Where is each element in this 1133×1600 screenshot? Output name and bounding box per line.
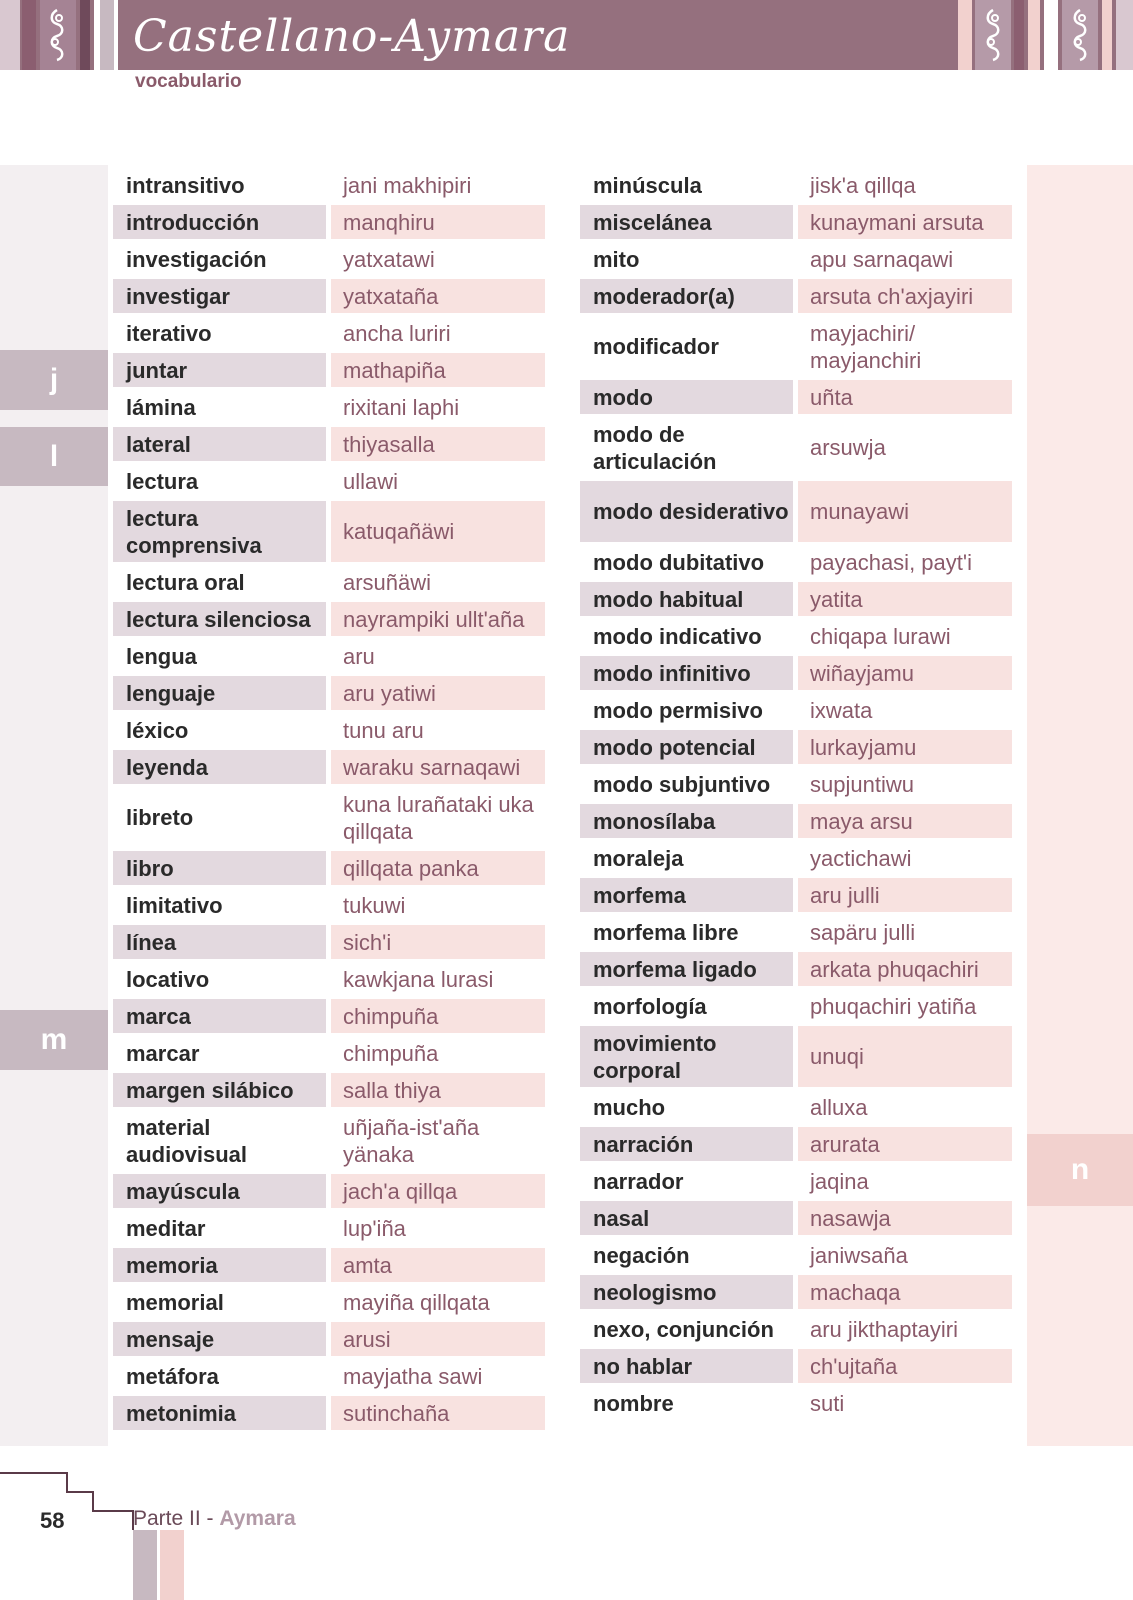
vocab-term: modo desiderativo — [580, 481, 793, 542]
vocab-translation: manqhiru — [331, 205, 545, 239]
decor-stripe — [22, 0, 36, 70]
vocab-translation: lurkayjamu — [798, 730, 1012, 764]
vocab-term: marcar — [126, 1040, 200, 1066]
decor-stripe — [80, 0, 90, 70]
vocabulary-column-right — [580, 168, 1012, 1423]
vocab-term: investigación — [126, 246, 267, 272]
vocab-term: metonimia — [113, 1396, 326, 1430]
vocab-row — [113, 639, 545, 673]
vocab-term: lectura comprensiva — [113, 501, 326, 562]
vocab-row — [580, 952, 1012, 986]
footer-part-label — [133, 1507, 296, 1531]
vocab-term: moderador(a) — [580, 279, 793, 313]
vocab-translation: mayiña qillqata — [343, 1289, 490, 1315]
vocab-row — [113, 925, 545, 959]
vocab-term: modo de articulación — [593, 421, 717, 474]
vocab-row — [580, 1349, 1012, 1383]
vocab-translation: mayjachiri/ mayjanchiri — [810, 320, 922, 373]
vocab-translation: ixwata — [810, 697, 873, 723]
vocab-translation: wiñayjamu — [798, 656, 1012, 690]
decor-stripe — [100, 0, 114, 70]
vocab-translation: tunu aru — [343, 717, 424, 743]
vocab-translation: jaqina — [810, 1168, 869, 1194]
vocab-row — [580, 1127, 1012, 1161]
vocab-translation: aru julli — [798, 878, 1012, 912]
vocab-row — [113, 1174, 545, 1208]
vocab-term: modificador — [593, 334, 719, 359]
vocab-row — [580, 804, 1012, 838]
vocab-translation: nayrampiki ullt'aña — [331, 602, 545, 636]
vocab-row — [113, 1073, 545, 1107]
vocab-row — [113, 242, 545, 276]
vocab-term: modo — [580, 380, 793, 414]
vocab-row — [113, 713, 545, 747]
decor-stripe — [958, 0, 972, 70]
vocab-translation: chiqapa lurawi — [810, 623, 951, 649]
vocab-row — [580, 279, 1012, 313]
footer-bar — [133, 1530, 157, 1600]
vocab-term: lectura oral — [126, 569, 245, 595]
spiral-ornament-icon — [984, 6, 1002, 64]
vocab-row — [113, 1359, 545, 1393]
vocab-translation: nasawja — [798, 1201, 1012, 1235]
vocab-term: lateral — [113, 427, 326, 461]
vocab-row — [113, 427, 545, 461]
vocab-term: nexo, conjunción — [593, 1316, 774, 1342]
spiral-ornament-icon — [48, 6, 66, 64]
vocab-translation: chimpuña — [331, 999, 545, 1033]
vocab-translation: suti — [810, 1390, 845, 1416]
vocab-row — [113, 501, 545, 562]
vocab-term: morfema ligado — [580, 952, 793, 986]
page-subtitle: vocabulario — [135, 71, 242, 92]
vocab-term: meditar — [126, 1215, 206, 1241]
footer-part: Parte II - — [133, 1507, 220, 1530]
vocab-translation: ullawi — [343, 468, 399, 494]
vocab-term: nombre — [593, 1390, 674, 1416]
vocab-row — [113, 888, 545, 922]
vocab-row — [580, 1164, 1012, 1198]
vocab-translation: apu sarnaqawi — [810, 246, 954, 272]
vocab-row — [580, 481, 1012, 542]
vocab-row — [580, 619, 1012, 653]
vocab-row — [580, 1238, 1012, 1272]
vocab-translation: katuqañäwi — [331, 501, 545, 562]
vocab-term: investigar — [113, 279, 326, 313]
vocab-row — [580, 1312, 1012, 1346]
vocab-translation: arusi — [331, 1322, 545, 1356]
vocab-translation: waraku sarnaqawi — [331, 750, 545, 784]
vocab-row — [580, 989, 1012, 1023]
vocab-row — [113, 1396, 545, 1430]
vocab-translation: yactichawi — [810, 845, 912, 871]
index-tab-n: n — [1027, 1134, 1133, 1206]
page-title: Castellano-Aymara — [133, 11, 571, 62]
vocab-term: modo permisivo — [593, 697, 763, 723]
decor-stripe — [0, 0, 20, 70]
index-tab-m: m — [0, 1010, 108, 1070]
vocab-term: intransitivo — [126, 172, 245, 198]
vocab-term: locativo — [126, 966, 210, 992]
vocab-term: mayúscula — [113, 1174, 326, 1208]
vocab-term: margen silábico — [113, 1073, 326, 1107]
vocab-term: lectura silenciosa — [113, 602, 326, 636]
vocab-term: neologismo — [580, 1275, 793, 1309]
vocab-translation: kunaymani arsuta — [798, 205, 1012, 239]
vocab-row — [580, 1201, 1012, 1235]
vocab-translation: kawkjana lurasi — [343, 966, 494, 992]
vocab-term: memorial — [126, 1289, 224, 1315]
vocab-row — [113, 390, 545, 424]
vocab-term: miscelánea — [580, 205, 793, 239]
vocab-translation: maya arsu — [798, 804, 1012, 838]
decor-stripe — [1028, 0, 1040, 70]
vocab-term: narrador — [593, 1168, 684, 1194]
vocab-term: modo infinitivo — [580, 656, 793, 690]
vocab-translation: janiwsaña — [810, 1242, 908, 1268]
vocab-row — [580, 205, 1012, 239]
vocab-translation: amta — [331, 1248, 545, 1282]
vocab-row — [113, 1211, 545, 1245]
vocab-translation: aru jikthaptayiri — [810, 1316, 958, 1342]
vocab-row — [113, 464, 545, 498]
vocab-translation: uñjaña-ist'aña yänaka — [343, 1114, 480, 1167]
decor-stripe — [1116, 0, 1133, 70]
vocab-translation: machaqa — [798, 1275, 1012, 1309]
vocab-translation: rixitani laphi — [343, 394, 460, 420]
vocab-translation: chimpuña — [343, 1040, 439, 1066]
vocab-term: nasal — [580, 1201, 793, 1235]
vocab-translation: arsuwja — [810, 435, 886, 460]
vocab-term: material audiovisual — [126, 1114, 248, 1167]
vocab-term: modo potencial — [580, 730, 793, 764]
vocab-row — [580, 1386, 1012, 1420]
vocab-row — [113, 999, 545, 1033]
vocab-row — [580, 915, 1012, 949]
vocab-term: negación — [593, 1242, 690, 1268]
vocab-translation: mathapiña — [331, 353, 545, 387]
vocab-row — [113, 1322, 545, 1356]
vocab-term: libro — [113, 851, 326, 885]
vocab-term: leyenda — [113, 750, 326, 784]
vocab-term: modo indicativo — [593, 623, 762, 649]
right-index-column — [1027, 165, 1133, 1446]
vocab-row — [113, 1248, 545, 1282]
vocab-translation: yatxataña — [331, 279, 545, 313]
vocab-row — [113, 750, 545, 784]
vocab-row — [580, 316, 1012, 377]
vocab-translation: supjuntiwu — [810, 771, 914, 797]
vocab-row — [580, 730, 1012, 764]
vocab-term: lenguaje — [113, 676, 326, 710]
vocab-translation: phuqachiri yatiña — [810, 993, 977, 1019]
vocab-translation: arsuñäwi — [343, 569, 432, 595]
vocab-term: lámina — [126, 394, 196, 420]
vocab-translation: arsuta ch'axjayiri — [798, 279, 1012, 313]
vocab-translation: jisk'a qillqa — [810, 172, 916, 198]
vocab-row — [113, 962, 545, 996]
vocab-row — [113, 168, 545, 202]
vocab-translation: qillqata panka — [331, 851, 545, 885]
index-tab-l: l — [0, 427, 108, 486]
vocab-translation: ancha luriri — [343, 320, 451, 346]
vocab-term: monosílaba — [580, 804, 793, 838]
vocab-term: modo dubitativo — [593, 549, 765, 575]
vocab-translation: unuqi — [798, 1026, 1012, 1087]
vocab-row — [580, 693, 1012, 727]
vocab-translation: arkata phuqachiri — [798, 952, 1012, 986]
page-number: 58 — [40, 1508, 65, 1533]
vocab-row — [113, 316, 545, 350]
vocab-translation: yatita — [798, 582, 1012, 616]
vocab-term: léxico — [126, 717, 189, 743]
vocab-row — [580, 242, 1012, 276]
vocab-term: introducción — [113, 205, 326, 239]
vocab-row — [580, 1275, 1012, 1309]
vocab-term: mucho — [593, 1094, 666, 1120]
vocab-term: marca — [113, 999, 326, 1033]
vocab-term: juntar — [113, 353, 326, 387]
vocab-term: morfología — [593, 993, 707, 1019]
vocab-term: modo habitual — [580, 582, 793, 616]
vocab-term: no hablar — [580, 1349, 793, 1383]
vocab-term: lengua — [126, 643, 197, 669]
vocab-row — [580, 841, 1012, 875]
vocab-translation: alluxa — [810, 1094, 868, 1120]
vocab-term: modo subjuntivo — [593, 771, 771, 797]
vocab-translation: jani makhipiri — [343, 172, 472, 198]
footer-part-name: Aymara — [219, 1507, 296, 1530]
vocab-row — [580, 767, 1012, 801]
vocab-term: línea — [113, 925, 326, 959]
index-tab-j: j — [0, 350, 108, 410]
vocab-term: iterativo — [126, 320, 212, 346]
vocab-translation: mayjatha sawi — [343, 1363, 483, 1389]
vocab-translation: sich'i — [331, 925, 545, 959]
vocab-term: moraleja — [593, 845, 684, 871]
vocab-term: narración — [580, 1127, 793, 1161]
vocab-term: mensaje — [113, 1322, 326, 1356]
vocab-row — [113, 1285, 545, 1319]
vocab-term: lectura — [126, 468, 199, 494]
vocab-row — [113, 1036, 545, 1070]
vocab-row — [580, 545, 1012, 579]
decor-stripe — [1014, 0, 1024, 70]
vocab-translation: salla thiya — [331, 1073, 545, 1107]
vocab-row — [113, 279, 545, 313]
vocabulary-column-left — [113, 168, 545, 1433]
vocab-translation: sapäru julli — [810, 919, 916, 945]
vocab-translation: lup'iña — [343, 1215, 406, 1241]
vocab-row — [113, 353, 545, 387]
vocab-row — [113, 851, 545, 885]
footer-bar — [160, 1530, 184, 1600]
vocab-row — [113, 602, 545, 636]
vocab-translation: jach'a qillqa — [331, 1174, 545, 1208]
vocab-term: memoria — [113, 1248, 326, 1282]
footer-step-line — [0, 1470, 135, 1530]
vocab-translation: uñta — [798, 380, 1012, 414]
vocab-row — [580, 582, 1012, 616]
vocab-translation: aru yatiwi — [331, 676, 545, 710]
vocab-term: mito — [593, 246, 640, 272]
vocab-translation: payachasi, payt'i — [810, 549, 972, 575]
vocab-term: limitativo — [126, 892, 223, 918]
vocab-row — [580, 1026, 1012, 1087]
vocab-row — [580, 168, 1012, 202]
vocab-row — [580, 656, 1012, 690]
vocab-row — [113, 205, 545, 239]
decor-stripe — [1044, 0, 1058, 70]
vocab-row — [113, 565, 545, 599]
vocab-translation: ch'ujtaña — [798, 1349, 1012, 1383]
vocab-row — [580, 380, 1012, 414]
vocab-translation: kuna lurañataki uka qillqata — [343, 791, 534, 844]
vocab-row — [580, 1090, 1012, 1124]
vocab-term: metáfora — [126, 1363, 219, 1389]
vocab-translation: sutinchaña — [331, 1396, 545, 1430]
vocab-row — [580, 878, 1012, 912]
vocab-term: libreto — [126, 805, 194, 830]
vocab-term: movimiento corporal — [580, 1026, 793, 1087]
spiral-ornament-icon — [1071, 6, 1089, 64]
vocab-term: minúscula — [593, 172, 702, 198]
decor-stripe — [1102, 0, 1112, 70]
vocab-translation: tukuwi — [343, 892, 406, 918]
vocab-row — [113, 676, 545, 710]
vocab-row — [113, 787, 545, 848]
vocab-translation: munayawi — [798, 481, 1012, 542]
vocab-term: morfema libre — [593, 919, 739, 945]
vocab-row — [580, 417, 1012, 478]
vocab-row — [113, 1110, 545, 1171]
vocab-term: morfema — [580, 878, 793, 912]
vocab-translation: aru — [343, 643, 375, 669]
vocab-translation: arurata — [798, 1127, 1012, 1161]
vocab-translation: yatxatawi — [343, 246, 435, 272]
vocab-translation: thiyasalla — [331, 427, 545, 461]
